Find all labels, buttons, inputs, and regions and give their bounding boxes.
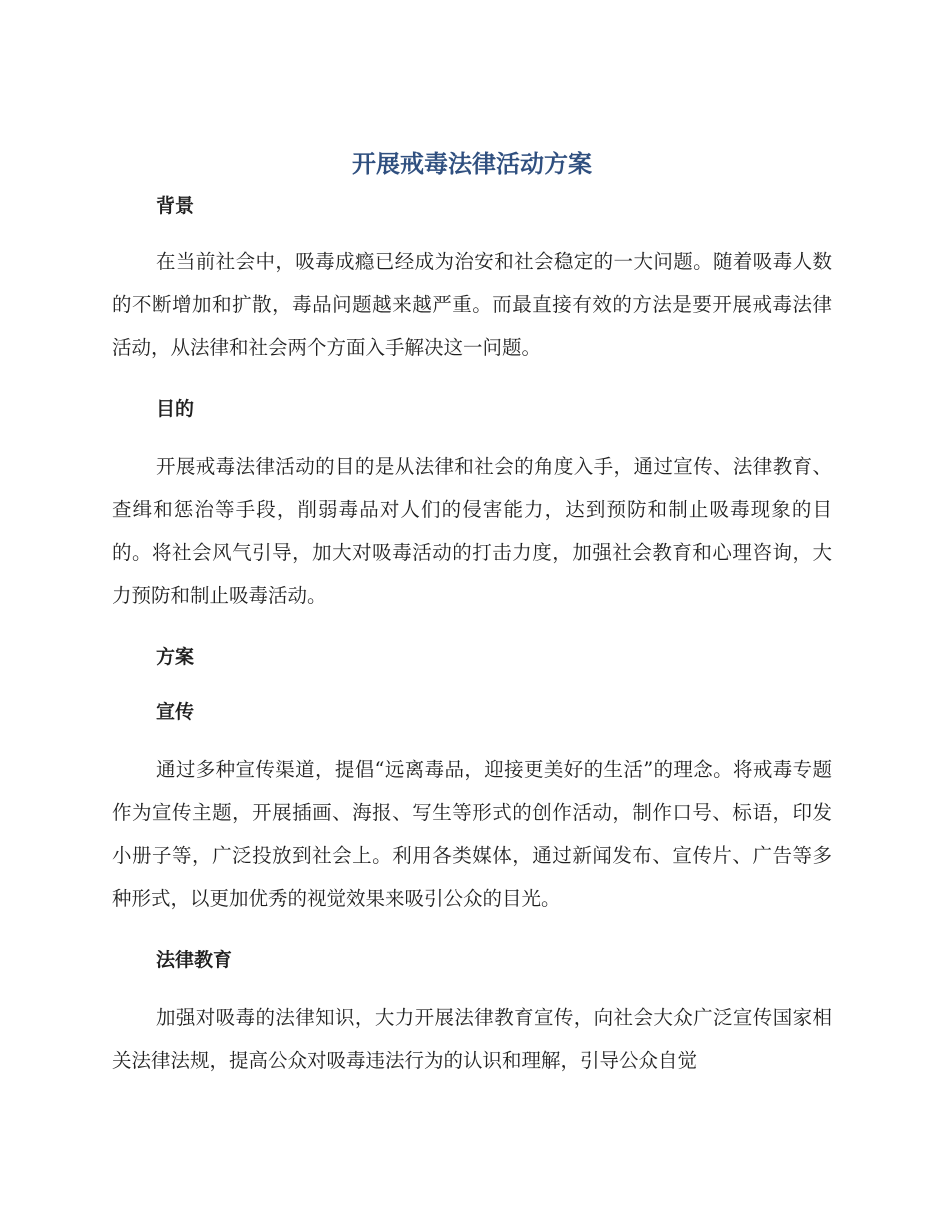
paragraph-publicity: 通过多种宣传渠道，提倡“远离毒品，迎接更美好的生活”的理念。将戒毒专题作为宣传主题，开展插画、海报、写生等形式的创作活动，制作口号、标语，印发小册子等，广泛投放到社会上。利用各类媒体，通过新闻发布、宣传片、广告等多种形式，以更加优秀的视觉效果来吸引公众的目光。 — [112, 758, 832, 910]
heading-background: 背景 — [156, 195, 195, 217]
document-title: 开展戒毒法律活动方案 — [352, 150, 592, 178]
heading-publicity: 宣传 — [156, 701, 195, 723]
heading-legal-education: 法律教育 — [156, 949, 233, 971]
heading-plan: 方案 — [156, 646, 195, 668]
heading-goal: 目的 — [156, 398, 195, 420]
paragraph-legal-education: 加强对吸毒的法律知识，大力开展法律教育宣传，向社会大众广泛宣传国家相关法律法规，提高公众对吸毒违法行为的认识和理解，引导公众自觉 — [112, 1006, 832, 1072]
paragraph-background: 在当前社会中，吸毒成瘾已经成为治安和社会稳定的一大问题。随着吸毒人数的不断增加和扩散，毒品问题越来越严重。而最直接有效的方法是要开展戒毒法律活动，从法律和社会两个方面入手解决这一问题。 — [112, 250, 832, 359]
paragraph-goal: 开展戒毒法律活动的目的是从法律和社会的角度入手，通过宣传、法律教育、查缉和惩治等手段，削弱毒品对人们的侵害能力，达到预防和制止吸毒现象的目的。将社会风气引导，加大对吸毒活动的打击力度，加强社会教育和心理咨询，大力预防和制止吸毒活动。 — [112, 455, 832, 607]
document-body — [112, 140, 832, 1082]
